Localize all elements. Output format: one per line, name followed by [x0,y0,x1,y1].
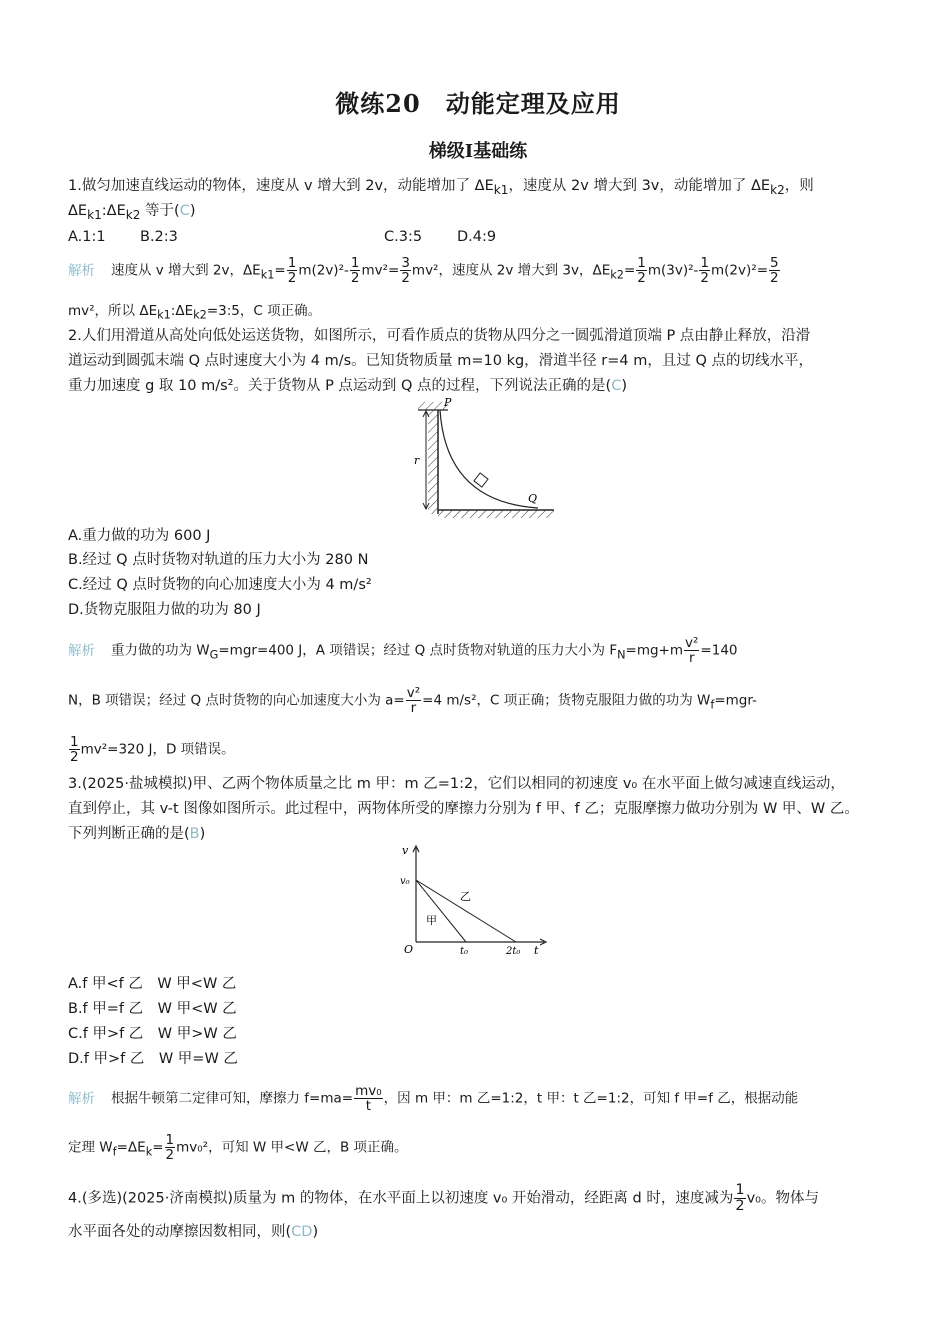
fraction: $\frac{1}{2}$ [165,1132,175,1164]
q3-vt-graph [396,842,556,962]
q2-jiexi-label: 解析 [68,642,95,659]
ground-hatching [438,510,554,518]
q3-stem-line2: 直到停止，其 v-t 图像如图所示。此过程中，两物体所受的摩擦力分别为 f 甲、f 乙；克服摩擦力做功分别为 W 甲、W 乙。 [68,801,859,817]
q1-solution-line1: 解析 速度从 v 增大到 2v，$\Delta E_{k1}=$ $\frac{1}{2}$ m(2v)²- $\frac{1}{2}$ mv²= $\frac{3}{2}$ mv²，速度从 2v 增大到 3v，$\Delta E_{k2}=$ $\frac{1}{2}$ m(3v)²- $\frac{1}{2}$ m(2v)²= $\frac{5}{2}$ [68,255,779,287]
q3-option-d: D.f 甲>f 乙 W 甲=W 乙 [68,1051,238,1067]
q1-option-a: A.1:1 [68,229,106,245]
q2-solution-line3: $\frac{1}{2}$ mv²=320 J，D 项错误。 [70,734,235,766]
q1-stem-line2: $\Delta E_{k1}:\Delta E_{k2}$ 等于(C) [68,203,196,222]
q3-option-a: A.f 甲<f 乙 W 甲<W 乙 [68,976,237,992]
fraction: $\frac{1}{2}$ [70,734,79,766]
label-t: t [534,944,539,957]
wall-hatching [428,410,438,514]
q4-answer: CD [291,1224,313,1240]
label-2t0: 2t₀ [506,946,521,957]
fraction: $\frac{\text{v²}}{r}$ [685,635,699,667]
fraction: $\frac{3}{2}$ [401,255,410,287]
fraction: $\frac{1}{2}$ [735,1182,745,1215]
q2-option-d: D.货物克服阻力做的功为 80 J [68,602,261,618]
q3-jiexi-label: 解析 [68,1090,95,1107]
label-q: Q [528,492,538,505]
q1-answer: C [179,203,190,219]
q4-stem-line1: 4.(多选)(2025·济南模拟)质量为 m 的物体，在水平面上以初速度 v₀ 开始滑动，经距离 d 时，速度减为 $\frac{1}{2}$ v₀。物体与 [68,1182,819,1215]
label-v0: v₀ [400,876,410,887]
q2-solution-line1: 解析 重力做的功为 $W_G=mgr=400$ J，A 项错误；经过 Q 点时货物对轨道的压力大小为 $F_N=mg+m$ $\frac{\text{v²}}{r}$ =140 [68,635,738,667]
q3-solution-line2: 定理 $W_f=\Delta E_k=$ $\frac{1}{2}$ mv₀²，可知 W 甲<W 乙，B 项正确。 [68,1132,408,1164]
fraction: $\frac{1}{2}$ [287,255,297,287]
fraction: $\frac{1}{2}$ [700,255,710,287]
label-v: v [402,844,409,857]
fraction: $\frac{\text{v²}}{r}$ [406,685,421,717]
page-title: 微练20 动能定理及应用 [335,89,621,118]
q3-option-c: C.f 甲>f 乙 W 甲>W 乙 [68,1026,237,1042]
cargo-box [474,473,488,487]
label-t0: t₀ [460,946,469,957]
q1-stem-line1: 1.做匀加速直线运动的物体，速度从 v 增大到 2v，动能增加了 $\Delta E_{k1}$，速度从 2v 增大到 3v，动能增加了 $\Delta E_{k2}$，则 [68,178,814,197]
arc-slide [440,410,538,508]
label-o: O [404,943,414,956]
q1-solution-line2: mv²，所以 $\Delta E_{k1}:\Delta E_{k2}=3:5$，C 项正确。 [68,303,322,322]
label-p: P [444,396,452,409]
q1-option-c: C.3:5 [384,229,423,245]
q2-stem-line1: 2.人们用滑道从高处向低处运送货物，如图所示，可看作质点的货物从四分之一圆弧滑道顶端 P 点由静止释放，沿滑 [68,328,811,344]
q1-option-d: D.4:9 [457,229,497,245]
q1-jiexi-label: 解析 [68,262,95,279]
fraction: $\frac{\text{mv₀}}{t}$ [355,1083,382,1115]
q2-option-b: B.经过 Q 点时货物对轨道的压力大小为 280 N [68,552,369,568]
fraction: $\frac{1}{2}$ [637,255,646,287]
label-yi: 乙 [460,890,471,903]
section-subtitle: 梯级Ⅰ基础练 [428,141,528,162]
q2-solution-line2: N，B 项错误；经过 Q 点时货物的向心加速度大小为 a= $\frac{\text{v²}}{r}$ =4 m/s²，C 项正确；货物克服阻力做的功为 $W_f=mgr-$ [68,685,757,717]
q2-slide-figure [388,396,568,520]
fraction: $\frac{1}{2}$ [350,255,360,287]
q2-option-c: C.经过 Q 点时货物的向心加速度大小为 4 m/s² [68,577,372,593]
label-jia: 甲 [426,914,437,927]
q2-answer: C [611,378,622,394]
q3-stem-line1: 3.(2025·盐城模拟)甲、乙两个物体质量之比 m 甲：m 乙=1:2，它们以相同的初速度 v₀ 在水平面上做匀减速直线运动， [68,776,845,792]
fraction: $\frac{5}{2}$ [770,255,779,287]
line-jia [416,880,466,942]
q4-stem-line2: 水平面各处的动摩擦因数相同，则(CD) [68,1224,319,1240]
q2-stem-line3: 重力加速度 g 取 10 m/s²。关于货物从 P 点运动到 Q 点的过程，下列说法正确的是(C) [68,378,628,394]
q3-option-b: B.f 甲=f 乙 W 甲<W 乙 [68,1001,237,1017]
q2-stem-line2: 道运动到圆弧末端 Q 点时速度大小为 4 m/s。已知货物质量 m=10 kg，滑道半径 r=4 m，且过 Q 点的切线水平， [68,353,813,369]
q3-solution-line1: 解析 根据牛顿第二定律可知，摩擦力 f=ma= $\frac{\text{mv₀}}{t}$ ，因 m 甲：m 乙=1:2，t 甲：t 乙=1:2，可知 f 甲=f 乙，根据动能 [68,1083,799,1115]
q3-stem-line3: 下列判断正确的是(B) [68,826,206,842]
q3-answer: B [189,826,200,842]
q1-option-b: B.2:3 [140,229,178,245]
label-r: r [414,454,420,467]
q2-option-a: A.重力做的功为 600 J [68,528,211,544]
